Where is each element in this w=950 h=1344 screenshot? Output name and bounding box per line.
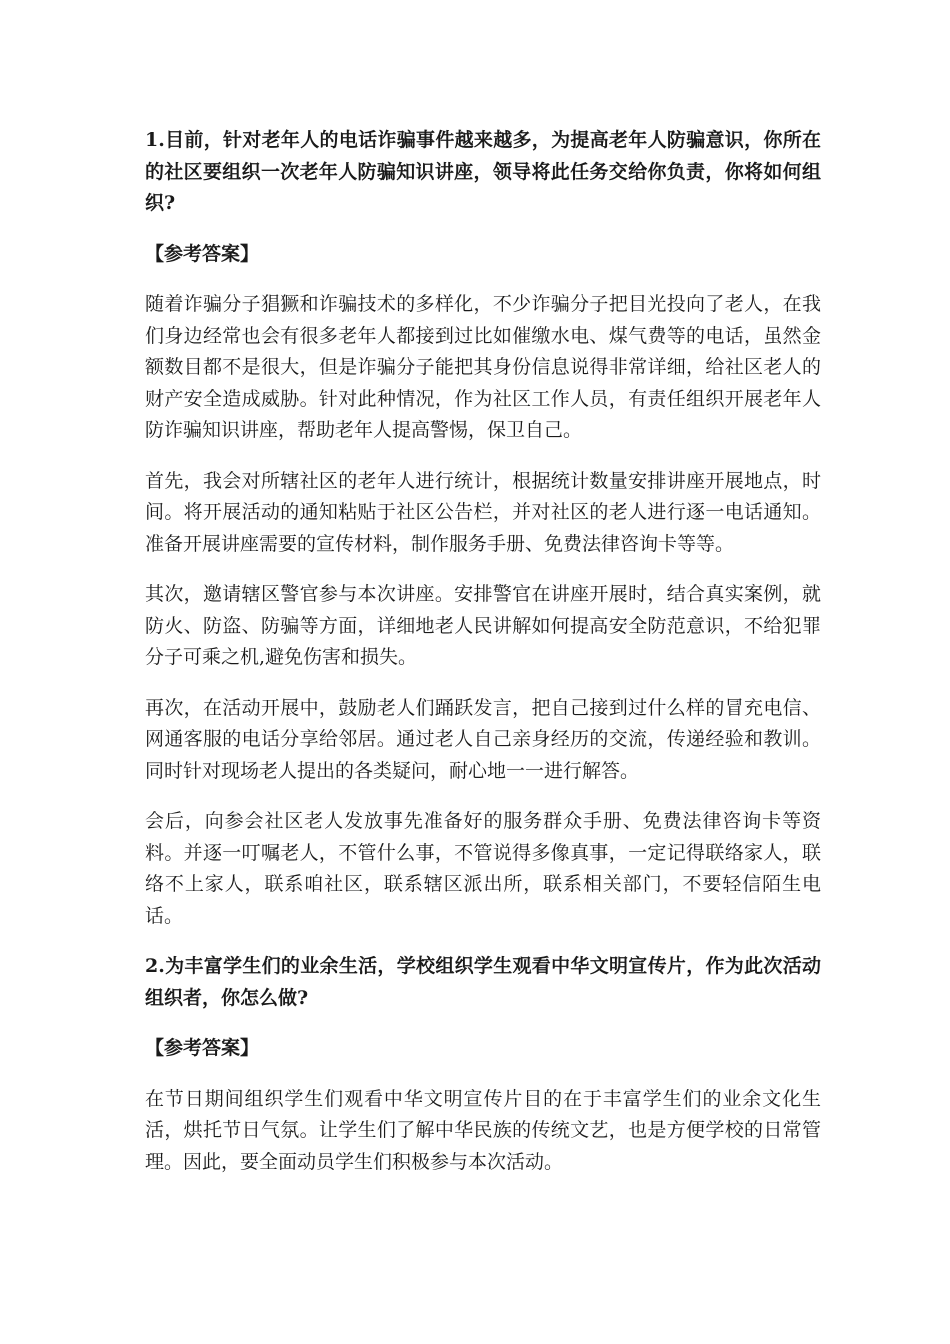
answer-1-paragraph-third: 再次，在活动开展中，鼓励老人们踊跃发言，把自己接到过什么样的冒充电信、网通客服的电话分享给邻居。通过老人自己亲身经历的交流，传递经验和教训。同时针对现场老人提出的各类疑问，耐心地一一进行解答。	[145, 696, 821, 782]
answer-1-paragraph-after: 会后，向参会社区老人发放事先准备好的服务群众手册、免费法律咨询卡等资料。并逐一叮嘱老人，不管什么事，不管说得多像真事，一定记得联络家人，联络不上家人，联系咱社区，联系辖区派出所，联系相关部门，不要轻信陌生电话。	[145, 810, 821, 927]
answer-1-paragraph-intro: 随着诈骗分子猖獗和诈骗技术的多样化，不少诈骗分子把目光投向了老人，在我们身边经常也会有很多老年人都接到过比如催缴水电、煤气费等的电话，虽然金额数目都不是很大，但是诈骗分子能把其身份信息说得非常详细，给社区老人的财产安全造成威胁。针对此种情况，作为社区工作人员，有责任组织开展老年人防诈骗知识讲座，帮助老年人提高警惕，保卫自己。	[145, 293, 821, 441]
question-2: 2.为丰富学生们的业余生活，学校组织学生观看中华文明宣传片，作为此次活动组织者，你怎么做?	[145, 955, 821, 1009]
question-1: 1.目前，针对老年人的电话诈骗事件越来越多，为提高老年人防骗意识，你所在的社区要组织一次老年人防骗知识讲座，领导将此任务交给你负责，你将如何组织?	[145, 129, 821, 214]
answer-label-1: 【参考答案】	[145, 242, 260, 265]
answer-1-paragraph-first: 首先，我会对所辖社区的老年人进行统计，根据统计数量安排讲座开展地点，时间。将开展活动的通知粘贴于社区公告栏，并对社区的老人进行逐一电话通知。准备开展讲座需要的宣传材料，制作服务手册、免费法律咨询卡等等。	[145, 469, 821, 555]
answer-1-paragraph-second: 其次，邀请辖区警官参与本次讲座。安排警官在讲座开展时，结合真实案例，就防火、防盗、防骗等方面，详细地老人民讲解如何提高安全防范意识，不给犯罪分子可乘之机,避免伤害和损失。	[145, 583, 821, 668]
answer-label-2: 【参考答案】	[145, 1037, 260, 1059]
answer-2-paragraph-intro: 在节日期间组织学生们观看中华文明宣传片目的在于丰富学生们的业余文化生活，烘托节日气氛。让学生们了解中华民族的传统文艺，也是方便学校的日常管理。因此，要全面动员学生们积极参与本次活动。	[145, 1087, 821, 1173]
document-page	[145, 125, 821, 1197]
